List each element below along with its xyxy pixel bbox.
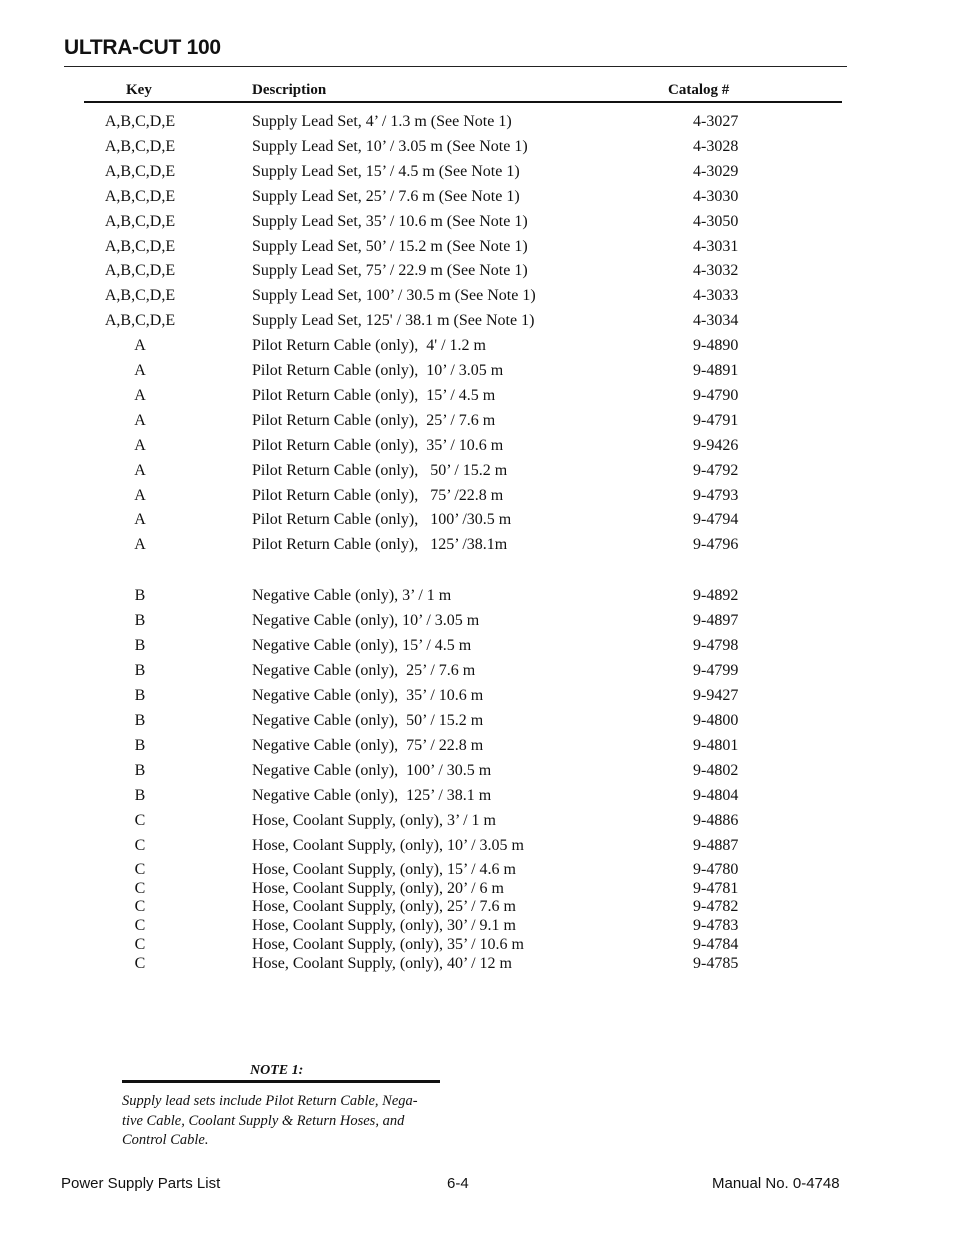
row-key: A,B,C,D,E	[104, 187, 176, 205]
note-title: NOTE 1:	[250, 1063, 304, 1078]
row-key: A	[134, 536, 146, 554]
row-catalog: 9-4785	[693, 954, 739, 972]
row-catalog: 9-4886	[693, 812, 739, 829]
table-row	[0, 587, 954, 607]
row-description: Pilot Return Cable (only), 100’ /30.5 m	[252, 511, 512, 529]
row-key: A	[134, 461, 146, 479]
footer-page-number: 6-4	[447, 1175, 469, 1192]
table-row	[0, 238, 954, 258]
row-key: B	[134, 637, 146, 654]
row-catalog: 4-3034	[693, 312, 739, 330]
row-catalog: 4-3029	[693, 162, 739, 180]
row-key: A,B,C,D,E	[104, 287, 176, 305]
row-key: A	[134, 436, 146, 454]
row-catalog: 9-4887	[693, 837, 739, 854]
row-catalog: 9-4800	[693, 712, 739, 729]
row-description: Pilot Return Cable (only), 25’ / 7.6 m	[252, 411, 496, 429]
row-catalog: 4-3050	[693, 212, 739, 230]
table-row	[0, 637, 954, 657]
row-key: B	[134, 762, 146, 779]
row-key: C	[134, 954, 146, 972]
row-catalog: 9-4780	[693, 861, 739, 878]
row-description: Negative Cable (only), 3’ / 1 m	[252, 587, 452, 604]
table-row	[0, 213, 954, 233]
table-row	[0, 662, 954, 682]
row-catalog: 4-3031	[693, 237, 739, 255]
row-description: Supply Lead Set, 75’ / 22.9 m (See Note 1)	[252, 262, 528, 280]
row-catalog: 9-4784	[693, 935, 739, 953]
row-key: A	[134, 362, 146, 379]
footer-section-title: Power Supply Parts List	[61, 1175, 221, 1192]
row-key: C	[134, 861, 146, 878]
row-description: Supply Lead Set, 15’ / 4.5 m (See Note 1)	[252, 162, 520, 180]
row-catalog: 4-3033	[693, 287, 739, 305]
row-key: A,B,C,D,E	[104, 237, 176, 255]
table-row	[0, 437, 954, 457]
table-row	[0, 787, 954, 807]
row-description: Pilot Return Cable (only), 125’ /38.1m	[252, 536, 508, 554]
column-header-description: Description	[252, 82, 327, 98]
row-key: A,B,C,D,E	[104, 162, 176, 180]
row-description: Pilot Return Cable (only), 10’ / 3.05 m	[252, 362, 504, 379]
table-row	[0, 337, 954, 357]
row-key: A	[134, 411, 146, 429]
footer-manual-number: Manual No. 0-4748	[712, 1175, 840, 1192]
row-key: B	[134, 587, 146, 604]
row-description: Supply Lead Set, 35’ / 10.6 m (See Note 1)	[252, 212, 528, 230]
row-description: Supply Lead Set, 25’ / 7.6 m (See Note 1)	[252, 187, 520, 205]
row-catalog: 9-4791	[693, 411, 739, 429]
table-row	[0, 917, 954, 937]
row-key: C	[134, 917, 146, 935]
row-key: A	[134, 337, 146, 355]
row-description: Negative Cable (only), 35’ / 10.6 m	[252, 687, 484, 704]
row-description: Pilot Return Cable (only), 4' / 1.2 m	[252, 337, 486, 355]
row-key: A	[134, 386, 146, 404]
row-description: Hose, Coolant Supply, (only), 30’ / 9.1 m	[252, 917, 516, 935]
row-key: C	[134, 879, 146, 897]
table-row	[0, 262, 954, 282]
row-catalog: 4-3030	[693, 187, 739, 205]
row-catalog: 9-4891	[693, 362, 739, 379]
note-line: tive Cable, Coolant Supply & Return Hoses, and	[122, 1112, 405, 1129]
row-key: A,B,C,D,E	[104, 312, 176, 330]
row-catalog: 9-4796	[693, 536, 739, 554]
row-description: Hose, Coolant Supply, (only), 40’ / 12 m	[252, 954, 512, 972]
table-row	[0, 612, 954, 632]
table-row	[0, 362, 954, 382]
row-key: B	[134, 712, 146, 729]
row-description: Hose, Coolant Supply, (only), 10’ / 3.05 m	[252, 837, 524, 854]
column-header-key: Key	[126, 82, 152, 98]
table-row	[0, 812, 954, 832]
row-catalog: 9-4892	[693, 587, 739, 604]
row-key: C	[134, 935, 146, 953]
row-description: Supply Lead Set, 100’ / 30.5 m (See Note 1)	[252, 287, 536, 305]
row-key: C	[134, 898, 146, 916]
table-row	[0, 737, 954, 757]
table-row	[0, 138, 954, 158]
row-catalog: 9-4799	[693, 662, 739, 679]
row-catalog: 9-4802	[693, 762, 739, 779]
row-key: A,B,C,D,E	[104, 262, 176, 280]
table-row	[0, 880, 954, 900]
row-description: Negative Cable (only), 125’ / 38.1 m	[252, 787, 492, 804]
table-row	[0, 762, 954, 782]
row-catalog: 9-4781	[693, 879, 739, 897]
table-row	[0, 312, 954, 332]
table-row	[0, 412, 954, 432]
table-row	[0, 113, 954, 133]
row-catalog: 9-4794	[693, 511, 739, 529]
row-description: Negative Cable (only), 100’ / 30.5 m	[252, 762, 492, 779]
column-header-catalog: Catalog #	[668, 82, 730, 98]
note-line: Control Cable.	[122, 1132, 209, 1148]
table-row	[0, 163, 954, 183]
row-catalog: 9-4890	[693, 337, 739, 355]
row-catalog: 9-4793	[693, 486, 739, 504]
row-description: Hose, Coolant Supply, (only), 25’ / 7.6 m	[252, 898, 516, 916]
row-catalog: 4-3027	[693, 113, 739, 130]
row-description: Negative Cable (only), 50’ / 15.2 m	[252, 712, 484, 729]
row-catalog: 9-4792	[693, 461, 739, 479]
table-row	[0, 287, 954, 307]
row-key: A,B,C,D,E	[104, 137, 176, 155]
note-divider	[122, 1080, 440, 1083]
table-row	[0, 687, 954, 707]
row-catalog: 9-4804	[693, 787, 739, 804]
table-row	[0, 462, 954, 482]
row-description: Hose, Coolant Supply, (only), 35’ / 10.6 m	[252, 935, 524, 953]
row-description: Pilot Return Cable (only), 75’ /22.8 m	[252, 486, 504, 504]
table-row	[0, 536, 954, 556]
row-key: A,B,C,D,E	[104, 212, 176, 230]
row-catalog: 9-4801	[693, 737, 739, 754]
row-description: Hose, Coolant Supply, (only), 15’ / 4.6 m	[252, 861, 516, 878]
row-description: Supply Lead Set, 4’ / 1.3 m (See Note 1)	[252, 113, 512, 130]
row-description: Negative Cable (only), 75’ / 22.8 m	[252, 737, 484, 754]
row-catalog: 9-4897	[693, 612, 739, 629]
note-body	[122, 1092, 440, 1151]
row-description: Supply Lead Set, 50’ / 15.2 m (See Note 1)	[252, 237, 528, 255]
row-catalog: 9-9427	[693, 687, 739, 704]
row-description: Hose, Coolant Supply, (only), 3’ / 1 m	[252, 812, 496, 829]
row-catalog: 9-4783	[693, 917, 739, 935]
row-description: Hose, Coolant Supply, (only), 20’ / 6 m	[252, 879, 504, 897]
row-catalog: 9-4782	[693, 898, 739, 916]
table-row	[0, 936, 954, 956]
row-catalog: 4-3032	[693, 262, 739, 280]
table-row	[0, 188, 954, 208]
table-row	[0, 712, 954, 732]
table-row	[0, 955, 954, 975]
row-key: A,B,C,D,E	[104, 113, 176, 130]
row-key: B	[134, 662, 146, 679]
row-description: Supply Lead Set, 125' / 38.1 m (See Note 1)	[252, 312, 535, 330]
table-row	[0, 837, 954, 857]
row-description: Negative Cable (only), 25’ / 7.6 m	[252, 662, 476, 679]
row-description: Negative Cable (only), 15’ / 4.5 m	[252, 637, 472, 654]
document-title: ULTRA-CUT 100	[64, 36, 221, 59]
table-row	[0, 898, 954, 918]
table-row	[0, 511, 954, 531]
row-description: Pilot Return Cable (only), 35’ / 10.6 m	[252, 436, 504, 454]
row-key: A	[134, 486, 146, 504]
row-description: Supply Lead Set, 10’ / 3.05 m (See Note 1)	[252, 137, 528, 155]
row-key: C	[134, 837, 146, 854]
note-line: Supply lead sets include Pilot Return Cable, Nega-	[122, 1093, 418, 1109]
row-catalog: 9-4790	[693, 386, 739, 404]
row-catalog: 9-9426	[693, 436, 739, 454]
table-row	[0, 487, 954, 507]
row-key: B	[134, 787, 146, 804]
row-description: Pilot Return Cable (only), 50’ / 15.2 m	[252, 461, 508, 479]
table-row	[0, 387, 954, 407]
row-key: B	[134, 612, 146, 629]
row-description: Negative Cable (only), 10’ / 3.05 m	[252, 612, 480, 629]
row-catalog: 4-3028	[693, 137, 739, 155]
row-key: A	[134, 511, 146, 529]
row-key: B	[134, 687, 146, 704]
row-key: B	[134, 737, 146, 754]
row-catalog: 9-4798	[693, 637, 739, 654]
row-description: Pilot Return Cable (only), 15’ / 4.5 m	[252, 386, 496, 404]
row-key: C	[134, 812, 146, 829]
table-row	[0, 861, 954, 881]
